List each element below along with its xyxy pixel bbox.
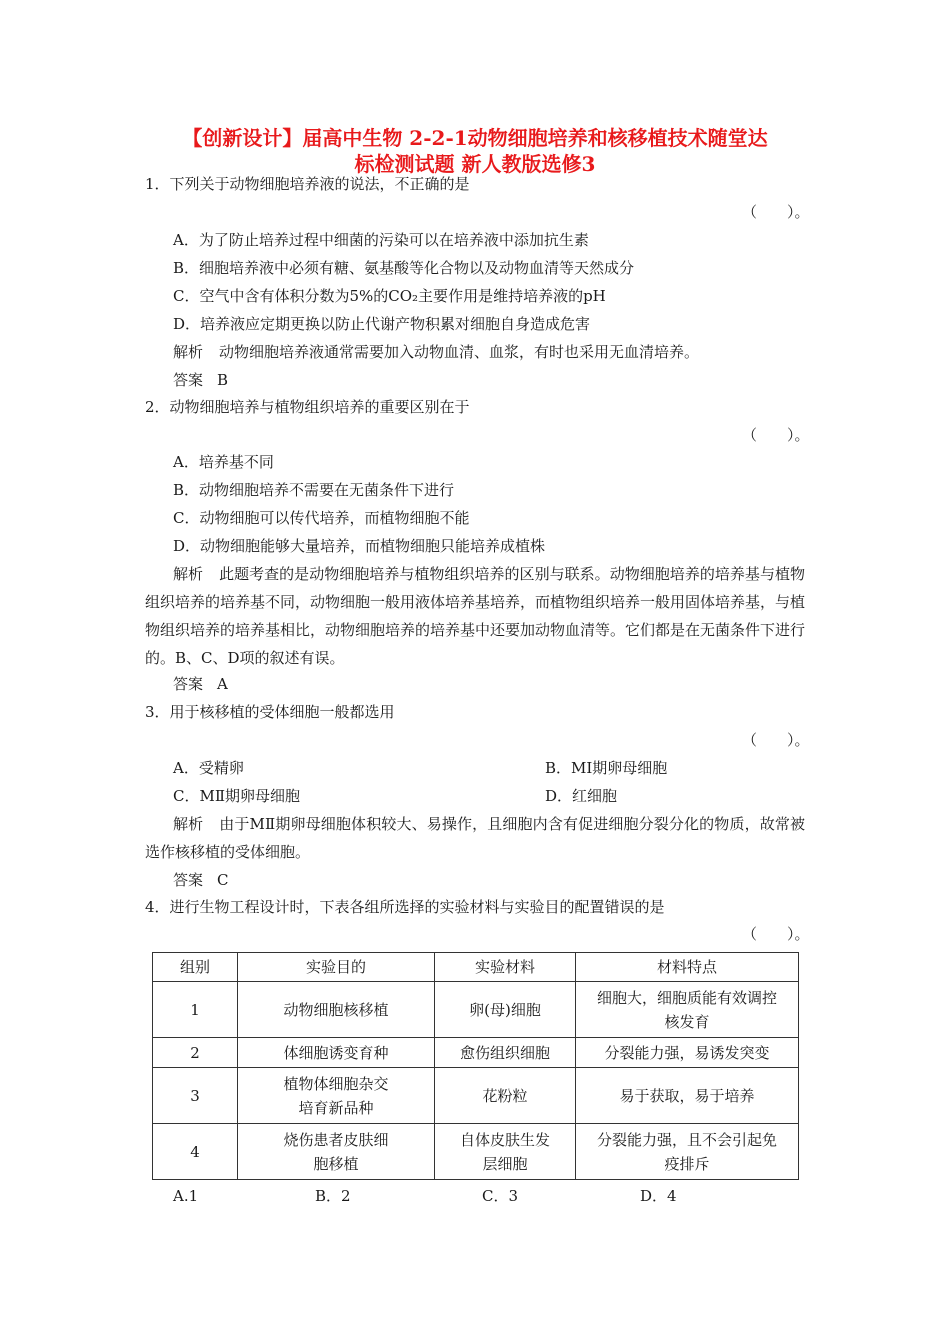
table-row	[153, 1038, 799, 1068]
answer-label: 答案	[173, 371, 204, 389]
table-row	[153, 982, 799, 1038]
q4-stem: 4．进行生物工程设计时，下表各组所选择的实验材料与实验目的配置错误的是	[145, 898, 665, 916]
q3-answer	[145, 866, 805, 894]
q4-option-c: C．3	[482, 1187, 519, 1205]
q2-answer-paren: （ ）。	[742, 426, 810, 444]
table-cell: 愈伤组织细胞	[435, 1038, 576, 1068]
q1-answer-paren: （ ）。	[742, 203, 810, 221]
q2-analysis	[145, 560, 805, 672]
table-cell: 4	[153, 1124, 238, 1180]
table-cell: 分裂能力强，且不会引起免疫排斥	[576, 1124, 799, 1180]
q3-option-b: B．MⅠ期卵母细胞	[545, 759, 668, 777]
q1-analysis	[145, 338, 805, 366]
q4-table	[152, 952, 799, 1180]
table-cell: 细胞大，细胞质能有效调控核发育	[576, 982, 799, 1038]
q2-option-b: B．动物细胞培养不需要在无菌条件下进行	[173, 481, 455, 499]
table-cell: 3	[153, 1068, 238, 1124]
table-row	[153, 1124, 799, 1180]
table-cell: 动物细胞核移植	[238, 982, 435, 1038]
table-cell: 烧伤患者皮肤细胞移植	[238, 1124, 435, 1180]
q1-answer	[145, 366, 805, 394]
q1-option-b: B．细胞培养液中必须有糖、氨基酸等化合物以及动物血清等天然成分	[173, 259, 635, 277]
table-cell: 2	[153, 1038, 238, 1068]
table-cell: 植物体细胞杂交培育新品种	[238, 1068, 435, 1124]
q2-answer-value: A	[217, 675, 228, 693]
analysis-label: 解析	[173, 565, 204, 583]
q4-answer-paren: （ ）。	[742, 925, 810, 943]
q3-option-c: C．MⅡ期卵母细胞	[173, 787, 301, 805]
table-header-material: 实验材料	[435, 953, 576, 982]
table-cell: 体细胞诱变育种	[238, 1038, 435, 1068]
table-cell: 1	[153, 982, 238, 1038]
q3-answer-value: C	[217, 871, 229, 889]
table-cell: 花粉粒	[435, 1068, 576, 1124]
q1-analysis-text: 动物细胞培养液通常需要加入动物血清、血浆，有时也采用无血清培养。	[219, 343, 700, 361]
q3-analysis-text: 由于MⅡ期卵母细胞体积较大、易操作，且细胞内含有促进细胞分裂分化的物质，故常被选作核移植的受体细胞。	[145, 815, 805, 861]
table-cell: 卵(母)细胞	[435, 982, 576, 1038]
q4-option-a: A.1	[173, 1187, 199, 1205]
q2-option-a: A．培养基不同	[173, 453, 274, 471]
q3-answer-paren: （ ）。	[742, 731, 810, 749]
answer-label: 答案	[173, 675, 204, 693]
answer-label: 答案	[173, 871, 204, 889]
doc-title-line-1: 【创新设计】届高中生物 2-2-1动物细胞培养和核移植技术随堂达	[182, 126, 768, 150]
table-header-purpose: 实验目的	[238, 953, 435, 982]
doc-title-line-2: 标检测试题 新人教版选修3	[354, 152, 596, 176]
q2-option-c: C．动物细胞可以传代培养，而植物细胞不能	[173, 509, 470, 527]
q1-answer-value: B	[217, 371, 229, 389]
q1-option-c: C．空气中含有体积分数为5%的CO₂主要作用是维持培养液的pH	[173, 287, 606, 305]
table-cell: 分裂能力强，易诱发突变	[576, 1038, 799, 1068]
analysis-label: 解析	[173, 343, 204, 361]
q1-stem: 1．下列关于动物细胞培养液的说法，不正确的是	[145, 175, 470, 193]
q2-stem: 2．动物细胞培养与植物组织培养的重要区别在于	[145, 398, 470, 416]
analysis-label: 解析	[173, 815, 204, 833]
q3-analysis	[145, 810, 805, 866]
q2-analysis-text: 此题考查的是动物细胞培养与植物组织培养的区别与联系。动物细胞培养的培养基与植物组织培养的培养基不同，动物细胞一般用液体培养基培养，而植物组织培养一般用固体培养基，与植物组织培养的培养基相比，动物细胞培养的培养基中还要加动物血清等。它们都是在无菌条件下进行的。B、C、D项的叙述有误。	[145, 565, 806, 667]
q3-stem: 3．用于核移植的受体细胞一般都选用	[145, 703, 395, 721]
q3-option-a: A．受精卵	[173, 759, 244, 777]
table-row	[153, 1068, 799, 1124]
table-cell: 易于获取，易于培养	[576, 1068, 799, 1124]
q1-option-d: D．培养液应定期更换以防止代谢产物积累对细胞自身造成危害	[173, 315, 591, 333]
q2-option-d: D．动物细胞能够大量培养，而植物细胞只能培养成植株	[173, 537, 546, 555]
q3-option-d: D．红细胞	[545, 787, 618, 805]
q4-option-b: B．2	[315, 1187, 351, 1205]
table-header-group: 组别	[153, 953, 238, 982]
table-header-feature: 材料特点	[576, 953, 799, 982]
q4-option-d: D．4	[640, 1187, 677, 1205]
table-header-row	[153, 953, 799, 982]
q1-option-a: A．为了防止培养过程中细菌的污染可以在培养液中添加抗生素	[173, 231, 589, 249]
q2-answer	[145, 670, 805, 698]
table-cell: 自体皮肤生发层细胞	[435, 1124, 576, 1180]
